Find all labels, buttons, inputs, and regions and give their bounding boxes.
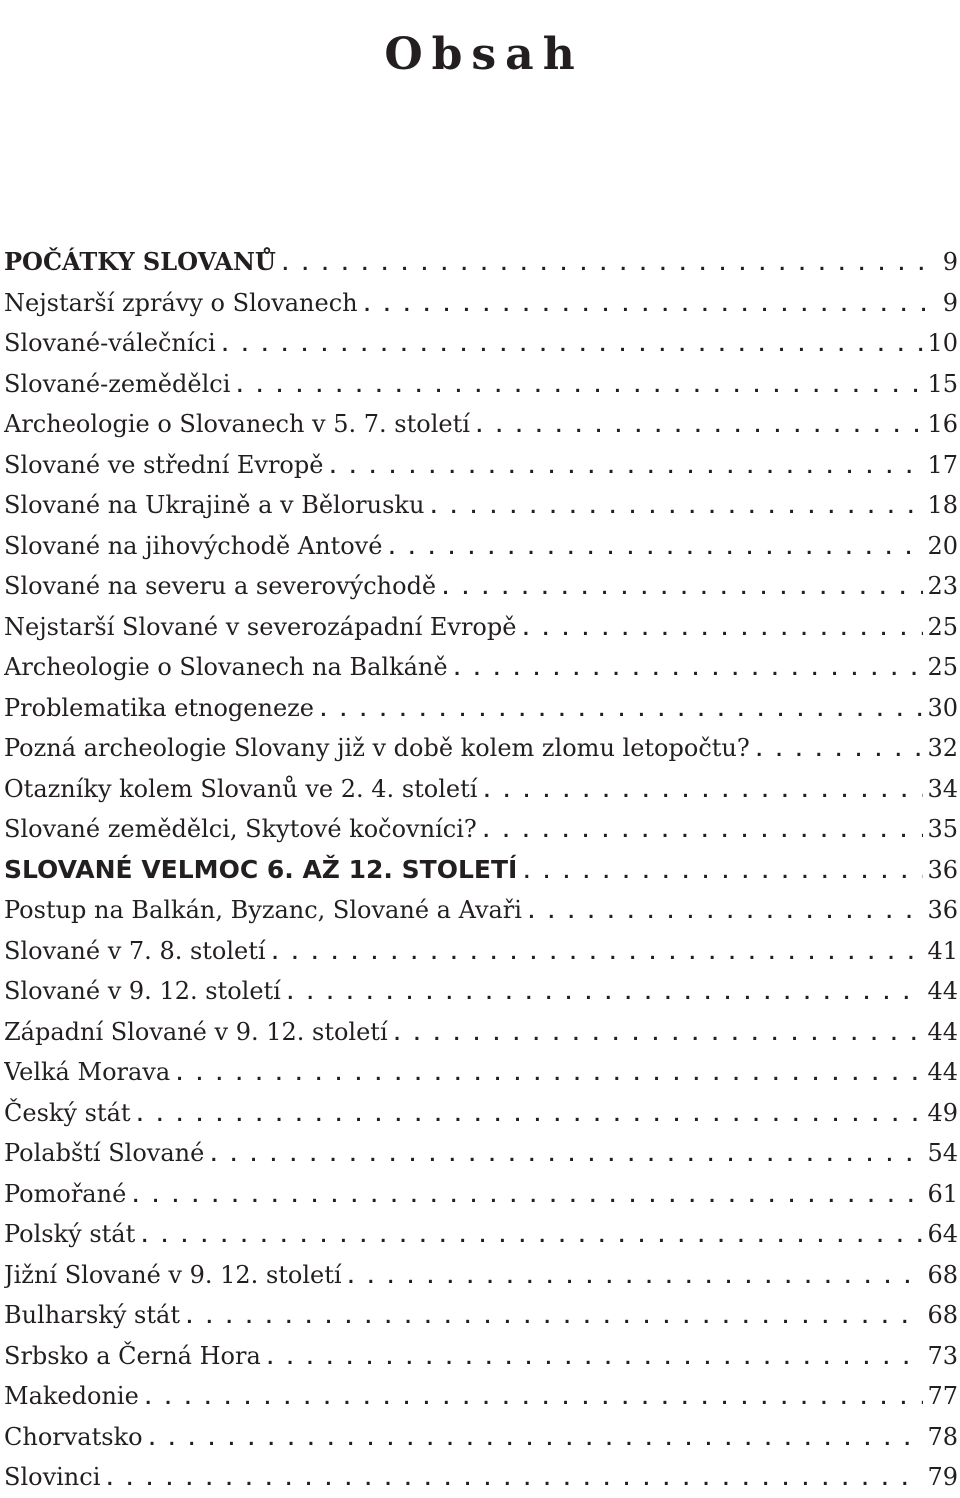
toc-entry-label: Chorvatsko	[4, 1422, 143, 1451]
table-of-contents	[4, 242, 958, 1498]
toc-entry-label: Pomořané	[4, 1179, 127, 1208]
toc-entry-label: Archeologie o Slovanech na Balkáně	[4, 653, 448, 681]
toc-dot-leader	[362, 286, 939, 324]
toc-dot-leader	[481, 772, 923, 810]
toc-dot-leader	[392, 1015, 924, 1053]
toc-entry-label: Nejstarší zprávy o Slovanech	[4, 288, 358, 317]
toc-page-number: 68	[927, 1301, 958, 1329]
toc-entry[interactable]	[4, 890, 958, 931]
toc-page-number: 49	[927, 1098, 958, 1127]
toc-entry-label: Západní Slované v 9. 12. století	[4, 1017, 388, 1046]
toc-page-number: 15	[927, 369, 958, 398]
toc-entry[interactable]	[4, 445, 958, 486]
toc-page-number: 68	[927, 1260, 958, 1289]
toc-dot-leader	[147, 1420, 924, 1458]
toc-entry[interactable]	[4, 1093, 958, 1134]
toc-entry-label: Slované-zemědělci	[4, 369, 231, 398]
toc-entry[interactable]	[4, 647, 958, 688]
toc-entry-label: Makedonie	[4, 1382, 139, 1410]
toc-entry[interactable]	[4, 1052, 958, 1093]
toc-entry-label: Otazníky kolem Slovanů ve 2. 4. století	[4, 774, 478, 803]
toc-dot-leader	[754, 731, 924, 769]
toc-entry[interactable]	[4, 769, 958, 810]
toc-page-number: 73	[927, 1341, 958, 1370]
toc-entry-label: Archeologie o Slovanech v 5. 7. století	[4, 410, 470, 438]
toc-page-number: 44	[927, 1058, 958, 1086]
toc-dot-leader	[526, 893, 923, 931]
toc-entry[interactable]	[4, 931, 958, 972]
toc-page-number: 64	[927, 1220, 958, 1248]
toc-page-number: 25	[927, 653, 958, 681]
toc-entry-label: POČÁTKY SLOVANŮ	[4, 247, 276, 276]
toc-entry-label: Polabští Slované	[4, 1139, 205, 1167]
toc-dot-leader	[285, 974, 924, 1012]
toc-dot-leader	[265, 1339, 924, 1377]
toc-entry[interactable]	[4, 323, 958, 364]
toc-page-number: 44	[927, 977, 958, 1005]
toc-page-number: 78	[927, 1422, 958, 1451]
toc-dot-leader	[318, 691, 923, 729]
toc-dot-leader	[474, 407, 924, 445]
toc-page-number: 54	[927, 1139, 958, 1167]
toc-entry-label: Slované zemědělci, Skytové kočovníci?	[4, 815, 477, 843]
toc-dot-leader	[520, 610, 923, 648]
toc-entry[interactable]	[4, 1214, 958, 1255]
toc-entry[interactable]	[4, 688, 958, 729]
toc-page-number: 44	[927, 1017, 958, 1046]
toc-entry[interactable]	[4, 566, 958, 607]
toc-dot-leader	[386, 529, 923, 567]
toc-dot-leader	[135, 1096, 924, 1134]
toc-page-number: 23	[927, 572, 958, 600]
toc-entry-label: Postup na Balkán, Byzanc, Slované a Avaři	[4, 896, 522, 924]
toc-entry[interactable]	[4, 404, 958, 445]
toc-dot-leader	[139, 1217, 923, 1255]
toc-page-number: 41	[927, 936, 958, 965]
toc-page-number: 17	[927, 450, 958, 479]
toc-entry-label: Bulharský stát	[4, 1301, 180, 1329]
toc-entry[interactable]	[4, 1295, 958, 1336]
toc-entry-label: Velká Morava	[4, 1058, 171, 1086]
toc-page-number: 18	[927, 491, 958, 519]
toc-entry[interactable]	[4, 1255, 958, 1296]
toc-page-number: 16	[927, 410, 958, 438]
toc-entry[interactable]	[4, 526, 958, 567]
toc-entry[interactable]	[4, 1376, 958, 1417]
toc-dot-leader	[428, 488, 923, 526]
toc-dot-leader	[270, 934, 924, 972]
page-title: Obsah	[384, 29, 584, 81]
toc-page-number: 34	[927, 774, 958, 803]
toc-page-number: 32	[927, 734, 958, 762]
toc-entry[interactable]	[4, 809, 958, 850]
toc-dot-leader	[208, 1136, 923, 1174]
toc-entry-label: Nejstarší Slované v severozápadní Evropě	[4, 612, 517, 641]
toc-entry-label: Srbsko a Černá Hora	[4, 1341, 261, 1370]
toc-page-number: 9	[942, 248, 958, 276]
toc-dot-leader	[220, 326, 924, 364]
toc-entry-label: Problematika etnogeneze	[4, 693, 315, 722]
toc-section-heading[interactable]	[4, 850, 958, 891]
toc-page-number: 10	[927, 329, 958, 357]
toc-section-heading[interactable]	[4, 242, 958, 283]
toc-entry-label: Slované-válečníci	[4, 329, 216, 357]
toc-dot-leader	[280, 245, 939, 283]
toc-entry[interactable]	[4, 1133, 958, 1174]
toc-dot-leader	[327, 448, 923, 486]
toc-dot-leader	[481, 812, 924, 850]
toc-entry-label: Slované v 9. 12. století	[4, 977, 281, 1005]
toc-entry-label: SLOVANÉ VELMOC 6. AŽ 12. STOLETÍ	[4, 854, 518, 884]
toc-entry[interactable]	[4, 728, 958, 769]
toc-entry[interactable]	[4, 971, 958, 1012]
toc-dot-leader	[346, 1258, 924, 1296]
toc-page-number: 35	[927, 815, 958, 843]
toc-page-number: 79	[927, 1463, 958, 1491]
toc-page-number: 36	[927, 855, 958, 884]
toc-entry-label: Český stát	[4, 1098, 131, 1127]
toc-entry-label: Slované na jihovýchodě Antové	[4, 531, 383, 560]
toc-entry[interactable]	[4, 283, 958, 324]
toc-dot-leader	[440, 569, 923, 607]
toc-entry[interactable]	[4, 1174, 958, 1215]
toc-entry[interactable]	[4, 1457, 958, 1498]
toc-dot-leader	[143, 1379, 924, 1417]
toc-entry[interactable]	[4, 607, 958, 648]
toc-entry-label: Slované na severu a severovýchodě	[4, 572, 437, 600]
toc-entry-label: Slovinci	[4, 1463, 101, 1491]
toc-entry[interactable]	[4, 485, 958, 526]
toc-entry-label: Slované ve střední Evropě	[4, 450, 324, 479]
toc-dot-leader	[521, 853, 923, 891]
toc-entry-label: Slované v 7. 8. století	[4, 936, 266, 965]
toc-page-number: 20	[927, 531, 958, 560]
toc-entry-label: Polský stát	[4, 1220, 136, 1248]
toc-page-number: 61	[927, 1179, 958, 1208]
toc-entry-label: Pozná archeologie Slovany již v době kolem zlomu letopočtu?	[4, 734, 750, 762]
toc-entry[interactable]	[4, 1012, 958, 1053]
toc-dot-leader	[174, 1055, 923, 1093]
toc-dot-leader	[184, 1298, 923, 1336]
toc-entry[interactable]	[4, 364, 958, 405]
toc-entry-label: Jižní Slované v 9. 12. století	[4, 1260, 342, 1289]
toc-entry[interactable]	[4, 1417, 958, 1458]
toc-page-number: 30	[927, 693, 958, 722]
toc-page-number: 36	[927, 896, 958, 924]
toc-entry-label: Slované na Ukrajině a v Bělorusku	[4, 491, 425, 519]
toc-page-number: 25	[927, 612, 958, 641]
toc-dot-leader	[234, 367, 923, 405]
toc-dot-leader	[130, 1177, 923, 1215]
toc-page-number: 77	[927, 1382, 958, 1410]
toc-page-number: 9	[942, 288, 958, 317]
toc-dot-leader	[452, 650, 924, 688]
toc-entry[interactable]	[4, 1336, 958, 1377]
